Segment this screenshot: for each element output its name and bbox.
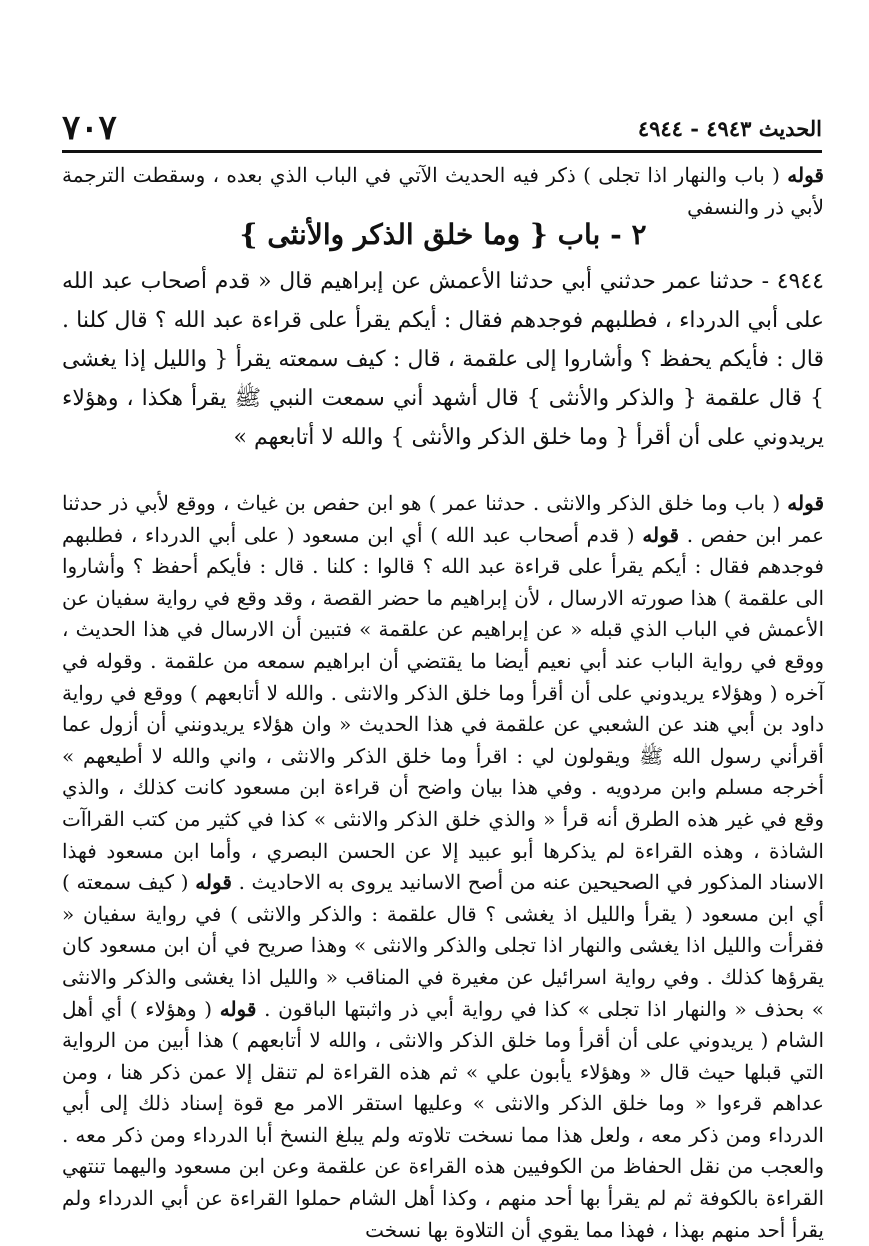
page-number: ٧٠٧ bbox=[62, 108, 117, 148]
running-title: الحديث ٤٩٤٣ - ٤٩٤٤ bbox=[637, 116, 822, 141]
commentary-text: ( قدم أصحاب عبد الله ) أي ابن مسعود ( على أبي الدرداء ، فطلبهم فوجدهم فقال : أيكم يقرأ على قراءة عبد الله ؟ قالوا : كلنا . قال : فأيكم أحفظ ؟ وأشاروا الى علقمة ) هذا صورته الارسال ، لأن إبراهيم ما حضر القصة ، وقد وقع في رواية سفيان عن الأعمش في الباب الذي قبله « عن إبراهيم عن علقمة » فتبين أن الارسال في هذا الحديث ، ووقع في رواية الباب عند أبي نعيم أيضا ما يقتضي أن ابراهيم سمعه من علقمة . وقوله في آخره ( وهؤلاء يريدوني على أن أقرأ وما خلق الذكر والانثى . والله لا أتابعهم ) ووقع في رواية داود بن أبي هند عن الشعبي عن علقمة في هذا الحديث « وان هؤلاء يريدونني أن أزول عما أقرأني رسول الله ﷺ ويقولون لي : اقرأ وما خلق الذكر والانثى ، واني والله لا أطيعهم » أخرجه مسلم وابن مردويه . وفي هذا بيان واضح أن قراءة ابن مسعود كانت كذلك ، والذي وقع في غير هذه الطرق أنه قرأ « والذي خلق الذكر والانثى » كذا في كثير من كتب القراآت الشاذة ، وهذه القراءة لم يذكرها أبو عبيد إلا عن الحسن البصري ، وأما ابن مسعود فهذا الاسناد المذكور في الصحيحين عنه من أصح الاسانيد يروى به الاحاديث . bbox=[62, 522, 825, 895]
chapter-heading: ٢ - باب { وما خلق الذكر والأنثى } bbox=[239, 218, 647, 251]
intro-text: ( باب والنهار اذا تجلى ) ذكر فيه الحديث الآتي في الباب الذي بعده ، وسقطت الترجمة لأبي ذر والنسفي bbox=[62, 163, 824, 219]
hadith-text: ٤٩٤٤ - حدثنا عمر حدثني أبي حدثنا الأعمش عن إبراهيم قال « قدم أصحاب عبد الله على أبي الدرداء ، فطلبهم فوجدهم فقال : أيكم يقرأ على قراءة عبد الله ؟ قال كلنا . قال : فأيكم يحفظ ؟ وأشاروا إلى علقمة ، قال : كيف سمعته يقرأ { والليل إذا يغشى } قال علقمة { والذكر والأنثى } قال أشهد أني سمعت النبي ﷺ يقرأ هكذا ، وهؤلاء يريدوني على أن أقرأ { وما خلق الذكر والأنثى } والله لا أتابعهم » bbox=[62, 269, 824, 450]
commentary-label: قوله bbox=[642, 522, 680, 547]
commentary-text: ( وهؤلاء ) أي أهل الشام ( يريدوني على أن أقرأ وما خلق الذكر والانثى ، والله لا أتابعهم ) هذا أبين من الرواية التي قبلها حيث قال « وهؤلاء يأبون علي » ثم هذه القراءة لم تنقل إلا عمن ذكر هنا ، ومن عداهم قرءوا « وما خلق الذكر والانثى » وعليها استقر الامر مع قوة إسناد ذلك إلى أبي الدرداء ومن ذكر معه ، ولعل هذا مما نسخت تلاوته ولم يبلغ النسخ أبا الدرداء ومن ذكر معه . والعجب من نقل الحفاظ من الكوفيين هذه القراءة عن علقمة وعن ابن مسعود واليهما تنتهي القراءة بالكوفة ثم لم يقرأ بها أحد منهم ، وكذا أهل الشام حملوا القراءة عن أبي الدرداء ولم يقرأ أحد منهم بهذا ، فهذا مما يقوي أن التلاوة بها نسخت bbox=[62, 996, 824, 1242]
commentary-label: قوله bbox=[219, 996, 257, 1021]
header-divider bbox=[62, 150, 822, 153]
intro-paragraph bbox=[62, 160, 824, 223]
commentary-label: قوله bbox=[195, 870, 232, 895]
hadith-text-block bbox=[62, 262, 824, 457]
commentary-block bbox=[62, 488, 824, 1246]
commentary-text: ( كيف سمعته ) أي ابن مسعود ( يقرأ والليل اذ يغشى ؟ قال علقمة : والذكر والانثى ) في رواية سفيان « فقرأت والليل اذا يغشى والنهار اذا تجلى والذكر والانثى » وهذا صريح في أن ابن مسعود كان يقرؤها كذلك . وفي رواية اسرائيل عن مغيرة في المناقب « والليل اذا يغشى والذكر والانثى » بحذف « والنهار اذا تجلى » كذا في رواية أبي ذر واثبتها الباقون . bbox=[62, 870, 825, 1021]
commentary-label: قوله bbox=[787, 491, 825, 515]
intro-label: قوله bbox=[787, 163, 824, 187]
commentary-text: ( باب وما خلق الذكر والانثى . حدثنا عمر ) هو ابن حفص بن غياث ، ووقع لأبي ذر حدثنا عمر ابن حفص . bbox=[62, 491, 825, 547]
commentary-paragraph bbox=[62, 488, 824, 1246]
page-header bbox=[62, 108, 822, 152]
